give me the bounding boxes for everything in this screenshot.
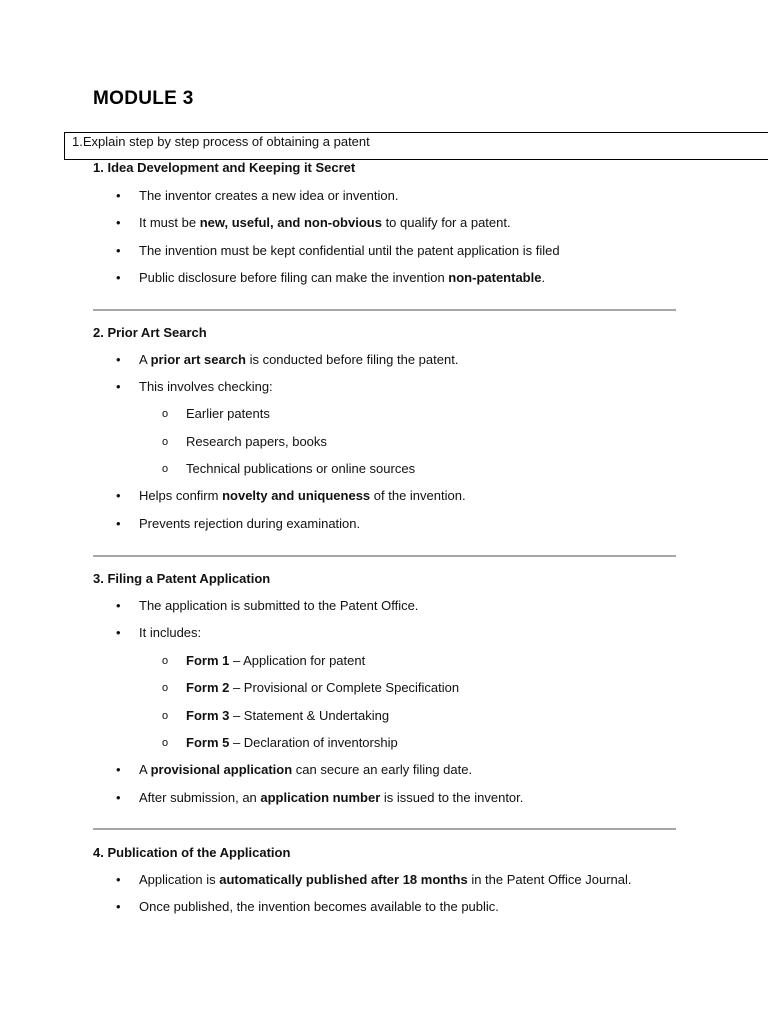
- text-run: It must be: [139, 215, 200, 230]
- bold-text: Form 1: [186, 653, 230, 668]
- bullet-marker: •: [116, 488, 121, 503]
- text-run: Prevents rejection during examination.: [139, 516, 361, 531]
- bullet-marker: •: [116, 379, 121, 394]
- sub-bullet-marker: o: [162, 710, 169, 722]
- list-item: [139, 516, 360, 532]
- text-run: to qualify for a patent.: [381, 215, 511, 230]
- list-item: [139, 790, 523, 806]
- text-run: .: [541, 270, 546, 285]
- horizontal-rule: [93, 309, 676, 311]
- text-run: After submission, an: [139, 790, 261, 805]
- sub-bullet-marker: o: [162, 436, 169, 448]
- section-heading: 1. Idea Development and Keeping it Secret: [93, 160, 356, 175]
- text-run: A: [139, 762, 151, 777]
- text-run: can secure an early filing date.: [292, 762, 473, 777]
- sub-list-item: [186, 434, 327, 450]
- bullet-marker: •: [116, 243, 121, 258]
- bold-text: prior art search: [150, 352, 246, 367]
- text-run: – Statement & Undertaking: [229, 708, 390, 723]
- bullet-marker: •: [116, 215, 121, 230]
- horizontal-rule: [93, 555, 676, 557]
- list-item: [139, 762, 472, 778]
- question-box: [64, 132, 768, 160]
- section-heading: 4. Publication of the Application: [93, 845, 291, 860]
- section-heading: 3. Filing a Patent Application: [93, 571, 271, 586]
- text-run: Once published, the invention becomes available to the public.: [139, 899, 499, 914]
- list-item: [139, 352, 458, 368]
- text-run: Research papers, books: [186, 434, 327, 449]
- text-run: Earlier patents: [186, 406, 270, 421]
- bold-text: Form 2: [186, 680, 230, 695]
- bold-text: Form 3: [186, 708, 230, 723]
- sub-bullet-marker: o: [162, 655, 169, 667]
- bold-text: novelty and uniqueness: [222, 488, 371, 503]
- text-run: Application is: [139, 872, 220, 887]
- list-item: [139, 215, 511, 231]
- list-item: [139, 188, 398, 204]
- text-run: – Declaration of inventorship: [229, 735, 398, 750]
- horizontal-rule: [93, 828, 676, 830]
- list-item: [139, 598, 418, 614]
- sub-bullet-marker: o: [162, 408, 169, 420]
- text-run: Technical publications or online sources: [186, 461, 416, 476]
- bullet-marker: •: [116, 762, 121, 777]
- text-run: Public disclosure before filing can make the invention: [139, 270, 449, 285]
- bullet-marker: •: [116, 625, 121, 640]
- text-run: Helps confirm: [139, 488, 223, 503]
- sub-list-item: [186, 461, 415, 477]
- text-run: The application is submitted to the Patent Office.: [139, 598, 419, 613]
- text-run: is issued to the inventor.: [380, 790, 524, 805]
- sub-list-item: [186, 735, 398, 751]
- bold-text: provisional application: [150, 762, 293, 777]
- sub-list-item: [186, 708, 389, 724]
- page-title: MODULE 3: [93, 88, 194, 109]
- question-text: 1.Explain step by step process of obtaining a patent: [72, 134, 370, 149]
- text-run: A: [139, 352, 151, 367]
- bold-text: Form 5: [186, 735, 230, 750]
- text-run: is conducted before filing the patent.: [245, 352, 459, 367]
- sub-list-item: [186, 680, 459, 696]
- bold-text: application number: [260, 790, 381, 805]
- list-item: [139, 872, 632, 888]
- sub-bullet-marker: o: [162, 682, 169, 694]
- section-heading: 2. Prior Art Search: [93, 325, 207, 340]
- bullet-marker: •: [116, 872, 121, 887]
- bullet-marker: •: [116, 598, 121, 613]
- text-run: – Provisional or Complete Specification: [229, 680, 460, 695]
- text-run: This involves checking:: [139, 379, 273, 394]
- bold-text: automatically published after 18 months: [219, 872, 468, 887]
- list-item: [139, 899, 499, 915]
- bold-text: non-patentable: [448, 270, 542, 285]
- text-run: – Application for patent: [229, 653, 366, 668]
- bullet-marker: •: [116, 270, 121, 285]
- text-run: in the Patent Office Journal.: [467, 872, 632, 887]
- sub-list-item: [186, 406, 270, 422]
- bold-text: new, useful, and non-obvious: [199, 215, 382, 230]
- bullet-marker: •: [116, 899, 121, 914]
- text-run: of the invention.: [370, 488, 466, 503]
- list-item: [139, 243, 560, 259]
- bullet-marker: •: [116, 790, 121, 805]
- sub-list-item: [186, 653, 365, 669]
- text-run: The inventor creates a new idea or invention.: [139, 188, 399, 203]
- list-item: [139, 379, 273, 395]
- bullet-marker: •: [116, 188, 121, 203]
- bullet-marker: •: [116, 352, 121, 367]
- text-run: The invention must be kept confidential until the patent application is filed: [139, 243, 560, 258]
- bullet-marker: •: [116, 516, 121, 531]
- sub-bullet-marker: o: [162, 463, 169, 475]
- sub-bullet-marker: o: [162, 737, 169, 749]
- list-item: [139, 488, 466, 504]
- text-run: It includes:: [139, 625, 202, 640]
- list-item: [139, 625, 201, 641]
- list-item: [139, 270, 545, 286]
